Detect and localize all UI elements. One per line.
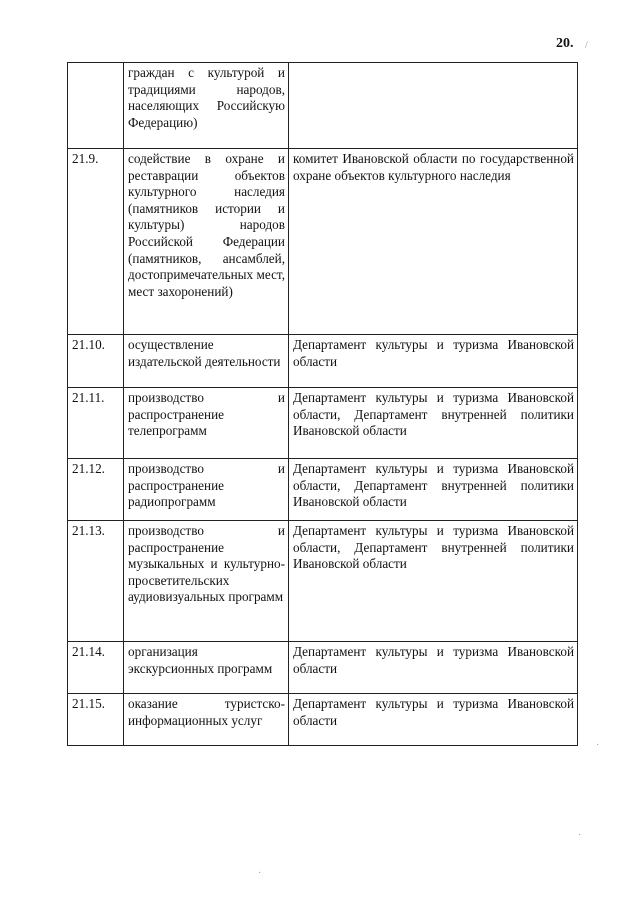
activity-cell: производство и распространение музыкальных и культурно-просветительских аудиовизуальных программ [124,521,289,642]
powers-table [67,62,578,746]
activity-cell: осуществление издательской деятельности [124,335,289,388]
row-number: 21.12. [68,459,124,521]
authority-cell: комитет Ивановской области по государственной охране объектов культурного наследия [289,149,578,335]
table-row [68,521,578,642]
table-row [68,149,578,335]
row-number: 21.9. [68,149,124,335]
activity-cell: производство и распространение радиопрограмм [124,459,289,521]
activity-cell: организация экскурсионных программ [124,642,289,694]
row-number: 21.13. [68,521,124,642]
scan-speck: · [578,830,582,841]
table-row [68,642,578,694]
table-row [68,459,578,521]
row-number: 21.10. [68,335,124,388]
row-number [68,63,124,149]
scan-speck: / [585,40,588,51]
scan-speck: · [596,740,600,751]
table-row [68,63,578,149]
authority-cell: Департамент культуры и туризма Ивановской области [289,694,578,746]
activity-cell: оказание туристско-информационных услуг [124,694,289,746]
table-row [68,694,578,746]
activity-cell: содействие в охране и реставрации объектов культурного наследия (памятников истории и культуры) народов Российской Федерации (памятников, ансамблей, достопримечательных мест, мест захоронений) [124,149,289,335]
authority-cell [289,63,578,149]
authority-cell: Департамент культуры и туризма Ивановской области [289,335,578,388]
authority-cell: Департамент культуры и туризма Ивановской области, Департамент внутренней политики Ивановской области [289,459,578,521]
table-row [68,335,578,388]
row-number: 21.14. [68,642,124,694]
page-number: 20. [556,36,574,51]
scan-speck: · [258,868,262,879]
activity-cell: производство и распространение телепрограмм [124,388,289,459]
authority-cell: Департамент культуры и туризма Ивановской области, Департамент внутренней политики Ивановской области [289,521,578,642]
authority-cell: Департамент культуры и туризма Ивановской области [289,642,578,694]
table-row [68,388,578,459]
activity-cell: граждан с культурой и традициями народов, населяющих Российскую Федерацию) [124,63,289,149]
authority-cell: Департамент культуры и туризма Ивановской области, Департамент внутренней политики Ивановской области [289,388,578,459]
row-number: 21.11. [68,388,124,459]
row-number: 21.15. [68,694,124,746]
